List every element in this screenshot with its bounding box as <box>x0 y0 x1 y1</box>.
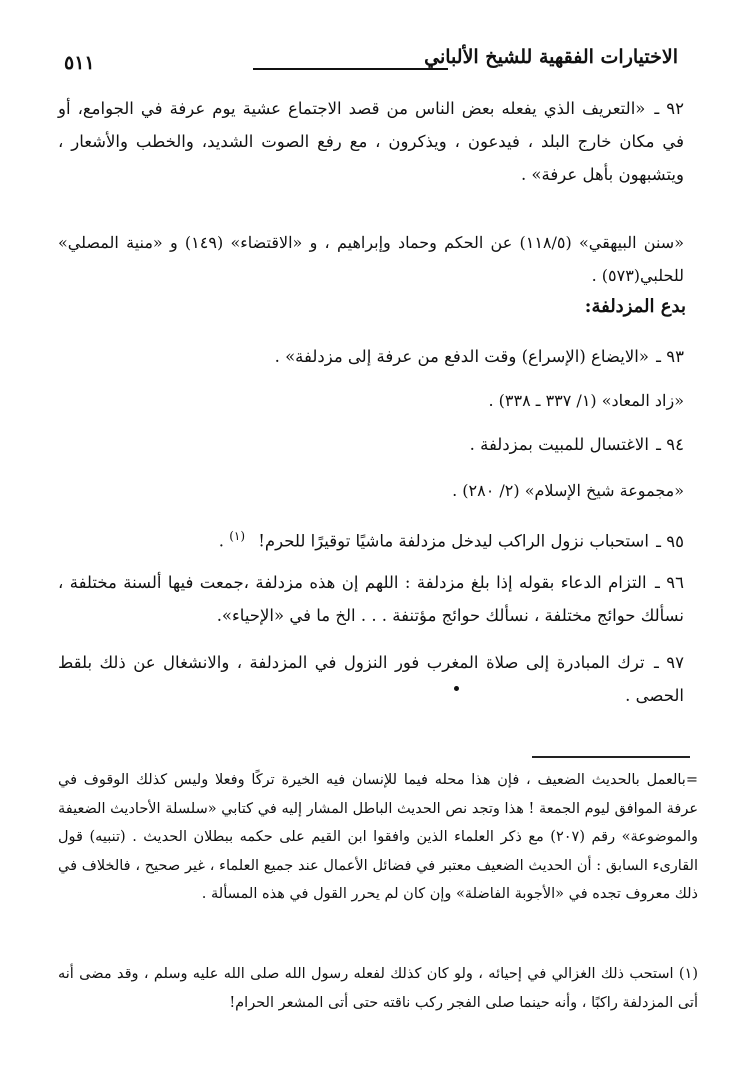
item-93-source-text: «زاد المعاد» (١/ ٣٣٧ ـ ٣٣٨) . <box>488 391 684 410</box>
footnote-ref-1[interactable]: (١) <box>229 529 246 543</box>
footnote-1-marker: (١) <box>678 966 698 982</box>
footnote-continuation <box>58 766 698 909</box>
item-92 <box>58 92 684 191</box>
item-96-text: التزام الدعاء بقوله إذا بلغ مزدلفة : اللهم إن هذه مزدلفة ،جمعت فيها ألسنة مختلفة ، نسألك حوائج مختلفة ، نسألك حوائج مؤتنفة . . . الخ ما في «الإحياء». <box>58 573 684 625</box>
item-94 <box>58 428 684 461</box>
section-heading: بدع المزدلفة: <box>584 296 686 317</box>
item-93 <box>58 340 684 373</box>
item-93-source <box>58 384 684 417</box>
item-97 <box>58 646 684 712</box>
item-94-number: ٩٤ ـ <box>656 435 684 454</box>
footnote-separator <box>532 756 690 758</box>
item-94-source <box>58 474 684 507</box>
item-95-tail: . <box>218 531 224 551</box>
item-95-text: استحباب نزول الراكب ليدخل مزدلفة ماشيًا توقيرًا للحرم! <box>258 531 649 551</box>
header-rule <box>253 68 448 70</box>
running-header <box>58 44 680 80</box>
item-96-number: ٩٦ ـ <box>655 573 684 592</box>
item-93-text: «الايضاع (الإسراع) وقت الدفع من عرفة إلى مزدلفة» . <box>274 347 649 366</box>
item-94-source-text: «مجموعة شيخ الإسلام» (٢/ ٢٨٠) . <box>452 481 684 500</box>
ink-dot <box>454 686 459 691</box>
item-92-text: «التعريف الذي يفعله بعض الناس من قصد الاجتماع عشية يوم عرفة في الجوامع، أو في مكان خارج البلد ، فيدعون ، ويذكرون ، مع رفع الصوت الشديد، والخطب والأشعار ، ويتشبهون بأهل عرفة» . <box>58 99 684 184</box>
item-93-number: ٩٣ ـ <box>656 347 684 366</box>
item-94-text: الاغتسال للمبيت بمزدلفة . <box>469 435 649 454</box>
header-title: الاختيارات الفقهية للشيخ الألباني <box>424 46 678 68</box>
footnote-1-text: استحب ذلك الغزالي في إحيائه ، ولو كان كذلك لفعله رسول الله صلى الله عليه وسلم ، وقد مضى أنه أتى المزدلفة راكبًا ، وأنه حينما صلى الفجر ركب ناقته حتى أتى المشعر الحرام! <box>58 966 698 1011</box>
item-96 <box>58 566 684 632</box>
item-95 <box>58 520 684 558</box>
item-97-text: ترك المبادرة إلى صلاة المغرب فور النزول في المزدلفة ، والانشغال عن ذلك بلقط الحصى . <box>58 653 684 705</box>
page-number: ٥١١ <box>64 52 95 74</box>
item-97-number: ٩٧ ـ <box>654 653 685 672</box>
item-92-number: ٩٢ ـ <box>654 99 684 118</box>
item-92-source-text: «سنن البيهقي» (١١٨/٥) عن الحكم وحماد وإبراهيم ، و «الاقتضاء» (١٤٩) و «منية المصلي» للحلبي(٥٧٣) . <box>58 233 685 285</box>
footnote-1 <box>58 960 698 1017</box>
footnote-continuation-text: =بالعمل بالحديث الضعيف ، فإن هذا محله فيما للإنسان فيه الخيرة تركًا وفعلا وليس كذلك الوقوف في عرفة الموافق ليوم الجمعة ! هذا وتجد نص الحديث الباطل المشار إليه في كتابي «سلسلة الأحاديث الضعيفة والموضوعة» رقم (٢٠٧) مع ذكر العلماء الذين وافقوا ابن القيم على حكمه ببطلان الحديث . (تنبيه) قول القارىء السابق : أن الحديث الضعيف معتبر في فضائل الأعمال عند جميع العلماء ، غير صحيح ، فالخلاف في ذلك معروف تجده في «الأجوبة الفاضلة» وإن كان لم يحرر القول في هذه المسألة . <box>58 772 699 902</box>
item-92-source <box>58 226 684 292</box>
item-95-number: ٩٥ ـ <box>656 531 684 551</box>
